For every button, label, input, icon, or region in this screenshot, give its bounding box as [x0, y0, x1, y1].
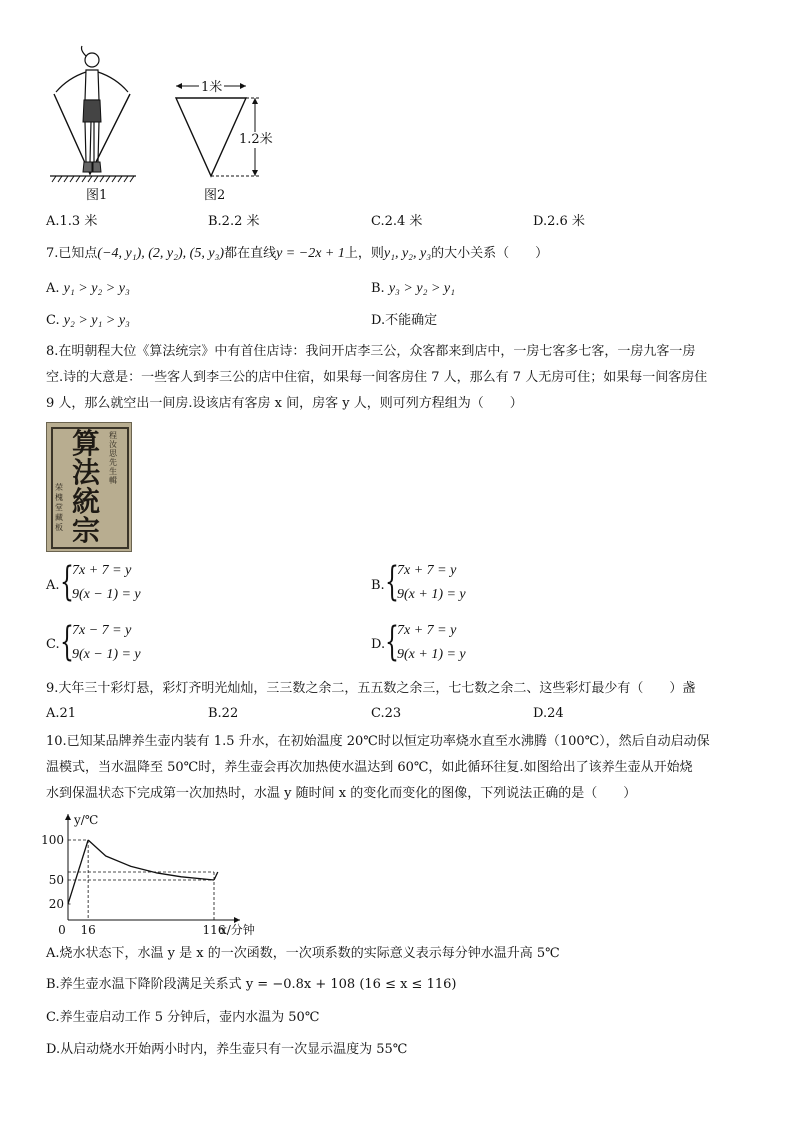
- q8-option-b-eq2: 9(x + 1) = y: [397, 587, 466, 602]
- book-side-right: 程汝思先生輯: [109, 431, 117, 485]
- height-label: 1.2米: [239, 132, 273, 147]
- q8-option-b-brace: {: [385, 559, 399, 605]
- q10-line-1: 10.已知某品牌养生壶内装有 1.5 升水，在初始温度 20℃时以恒定功率烧水直至水沸腾（100℃），然后自动启动保: [46, 734, 710, 749]
- q8-option-d-eq1: 7x + 7 = y: [397, 623, 457, 638]
- q9-option-a: A.21: [46, 706, 77, 721]
- book-cover-image: [46, 422, 132, 552]
- q8-option-d-eq2: 9(x + 1) = y: [397, 647, 466, 662]
- q8-line-1: 8.在明朝程大位《算法统宗》中有首住店诗：我问开店李三公，众客都来到店中，一房七客多七客，一房九客一房: [46, 344, 696, 359]
- q6-option-a: A.1.3 米: [46, 214, 98, 229]
- q8-option-b-eq1: 7x + 7 = y: [397, 563, 457, 578]
- q8-option-a-eq2: 9(x − 1) = y: [72, 587, 141, 602]
- q10-option-a: A.烧水状态下，水温 y 是 x 的一次函数，一次项系数的实际意义表示每分钟水温升高 5℃: [46, 946, 560, 961]
- q10-option-b: B.养生壶水温下降阶段满足关系式 y = −0.8x + 108 (16 ≤ x ≤ 116): [46, 977, 457, 992]
- q8-option-c-eq1: 7x − 7 = y: [72, 623, 132, 638]
- book-side-left: 荣槐堂藏板: [55, 483, 63, 532]
- q7-stem: [46, 246, 548, 262]
- q10-option-c: C.养生壶启动工作 5 分钟后，壶内水温为 50℃: [46, 1010, 320, 1025]
- x-axis-label: x/分钟: [220, 923, 255, 937]
- q8-option-a-eq1: 7x + 7 = y: [72, 563, 132, 578]
- cooling-series: [88, 840, 214, 880]
- reheat-series: [214, 872, 218, 880]
- q6-option-c: C.2.4 米: [371, 214, 423, 229]
- q7-line: y = −2x + 1: [276, 246, 345, 261]
- q8-option-a-brace: {: [60, 559, 74, 605]
- book-char-2: 法: [71, 456, 100, 489]
- x-tick-16: 16: [80, 923, 96, 937]
- y-tick-100: 100: [41, 833, 64, 847]
- q7-prefix: 7.已知点: [46, 246, 98, 261]
- q10-line-2: 温模式，当水温降至 50℃时，养生壶会再次加热使水温达到 60℃，如此循环往复.如图给出了该养生壶从开始烧: [46, 760, 693, 775]
- y-axis-label: y/℃: [74, 813, 99, 827]
- temperature-time-chart: [40, 810, 280, 938]
- x-tick-116: 116: [202, 923, 226, 937]
- figure-1-jump-rope: [44, 44, 140, 184]
- q10-line-3: 水到保温状态下完成第一次加热时，水温 y 随时间 x 的变化而变化的图像，下列说法正确的是（ ）: [46, 786, 637, 801]
- q7-end: 的大小关系（ ）: [431, 246, 549, 261]
- y-tick-20: 20: [48, 897, 64, 911]
- figure-1-caption: 图1: [86, 188, 108, 203]
- q6-option-d: D.2.6 米: [533, 214, 585, 229]
- figure-2-caption: 图2: [204, 188, 226, 203]
- q8-option-c-brace: {: [60, 619, 74, 665]
- q7-option-d: D.不能确定: [371, 313, 438, 328]
- q7-option-c: C. y₂ > y₁ > y₃: [46, 313, 130, 328]
- q7-mid: 都在直线: [224, 246, 277, 261]
- y-axis-arrow: [65, 814, 71, 820]
- q9-option-d: D.24: [533, 706, 564, 721]
- q8-option-a-label: A.: [46, 578, 60, 593]
- q8-option-d-label: D.: [371, 637, 386, 652]
- q8-option-c-eq2: 9(x − 1) = y: [72, 647, 141, 662]
- q7-points: (−4, y₁), (2, y₂), (5, y₃): [97, 246, 225, 261]
- q8-option-d-brace: {: [385, 619, 399, 665]
- y-tick-50: 50: [48, 873, 64, 887]
- q8-line-2: 空.诗的大意是：一些客人到李三公的店中住宿，如果每一间客房住 7 人，那么有 7 人无房可住；如果每一间客房住: [46, 370, 708, 385]
- q7-vars: y₁, y₂, y₃: [383, 246, 432, 261]
- q7-suffix: 上，则: [344, 246, 384, 261]
- book-char-4: 宗: [71, 514, 100, 547]
- x-tick-0: 0: [58, 923, 66, 937]
- q8-line-3: 9 人，那么就空出一间房.设该店有客房 x 间，房客 y 人，则可列方程组为（ ）: [46, 396, 523, 411]
- width-label: 1米: [201, 80, 223, 95]
- q6-option-b: B.2.2 米: [208, 214, 260, 229]
- book-char-1: 算: [71, 427, 100, 460]
- book-char-3: 統: [71, 485, 100, 518]
- q8-option-c-label: C.: [46, 637, 60, 652]
- q9-stem: 9.大年三十彩灯悬，彩灯齐明光灿灿，三三数之余二，五五数之余三，七七数之余二、这些彩灯最少有（ ）盏: [46, 681, 696, 696]
- q9-option-b: B.22: [208, 706, 239, 721]
- q7-option-b: B. y₃ > y₂ > y₁: [371, 281, 455, 296]
- q8-option-b-label: B.: [371, 578, 385, 593]
- q7-option-a: A. y₁ > y₂ > y₃: [46, 281, 130, 296]
- q9-option-c: C.23: [371, 706, 402, 721]
- q10-option-d: D.从启动烧水开始两小时内，养生壶只有一次显示温度为 55℃: [46, 1042, 408, 1057]
